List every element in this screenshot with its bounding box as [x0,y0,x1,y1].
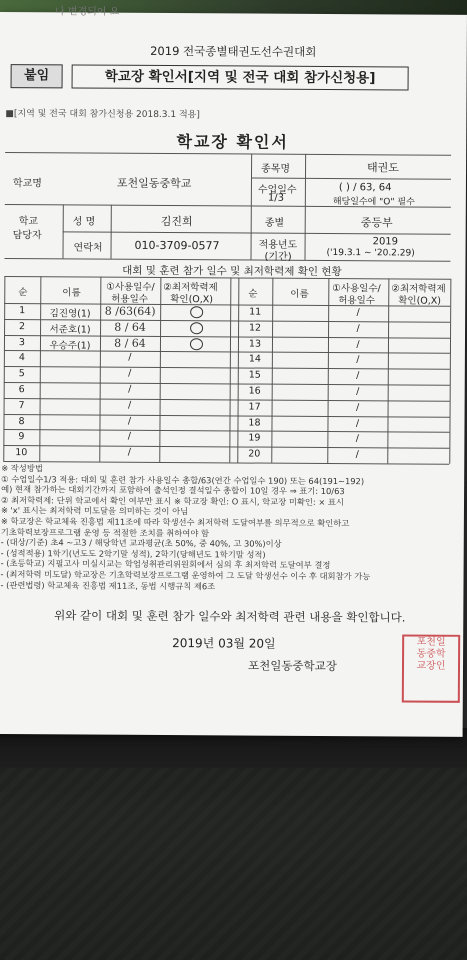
writing-instructions [0,463,457,593]
header-name: 이름 [62,287,81,299]
attendance-label-1: 수업일수 [257,184,297,196]
header-no-right: 순 [248,288,258,300]
row-days-used: / [127,431,132,443]
row-days-used: / [356,338,360,350]
row-days-used: / [355,449,359,461]
instruction-line: - (성적적용) 1학기(년도도 2학기말 성적), 2학기(당해년도 1학기말 성적) [0,547,266,560]
instruction-line: ※ 작성방법 [1,463,43,474]
row-number: 1 [19,305,26,317]
row-number: 6 [18,384,25,396]
event-title: 2019 전국종별태권도선수권대회 [150,43,317,59]
row-athlete-name: 김진영(1) [49,308,91,320]
attendance-note: 해당일수에 "O" 필수 [332,197,415,208]
row-number: 8 [18,415,25,427]
row-days-used: / [128,383,132,395]
contact-value: 010-3709-0577 [134,238,220,253]
row-number: 4 [18,352,25,364]
academic-check-mark [190,338,203,350]
instruction-line: 기초학력보장프로그램 운영 등 적절한 조치를 취하여야 함 [0,526,210,538]
main-heading: 학교장 확인서 [176,132,289,152]
instruction-line: ① 수업일수1/3 적용: 대회 및 훈련 참가 사용일수 총합/63(연간 수업일수 190) 또는 64(191~192) [1,473,365,486]
top-note: 나 변경되어 요 [54,6,120,18]
header-days-2: 허용일수 [111,293,148,305]
seal-text: 교장인 [416,660,446,672]
instruction-line: 예) 현재 참가하는 대회기간까지 포함하여 출석인정 결석일수 총합이 10일 경우 ⇒ 표기: 10/63 [1,484,345,497]
row-number: 20 [248,448,261,460]
row-number: 3 [18,336,26,348]
header-academic-1: ②최저학력제 [163,282,218,294]
instruction-line: ※ 학교장은 학교체육 진흥법 제11조에 따라 학생선수 최저학력 도달여부를 의무적으로 확인하고 [0,515,350,529]
period-value: ('19.3.1 ~ '20.2.29) [326,247,415,259]
row-number: 17 [248,401,261,413]
instruction-line: - (대상/기준) 초4 ~고3 / 해당학년 교과평균(초 50%, 중 40%, 고 30%)이상 [0,537,282,549]
row-days-used: / [128,352,132,364]
row-athlete-name: 우승주(1) [49,339,91,352]
row-days-used: / [355,401,360,413]
header-days-1: ①사용일수/ [106,281,155,293]
row-days-used: / [355,433,360,445]
contact-label: 연락처 [73,242,103,254]
year-label-2: (기간) [264,251,292,263]
school-info-table [0,152,451,261]
issue-date: 2019년 03월 20일 [172,636,276,651]
participation-grid [0,276,458,465]
school-label: 학교명 [12,178,42,190]
row-days-used: / [127,446,131,458]
manager-label-1: 학교 [18,216,39,228]
header-academic-right-2: 확인(O,X) [398,295,442,307]
document-title: 학교장 확인서[지역 및 전국 대회 참가신청용] [72,64,409,90]
row-number: 18 [248,417,261,429]
instruction-line: - (초등학교) 지필고사 미실시교는 학업성취관리위원회에서 심의 후 최저학력 도달여부 결정 [0,558,331,571]
row-days-used: 8 / 64 [114,336,146,350]
header-no: 순 [18,287,28,299]
row-number: 7 [18,399,25,411]
row-days-used: / [356,354,360,366]
row-days-used: 8 /63(64) [104,304,156,318]
header-days-right-1: ①사용일수/ [332,283,381,295]
row-number: 9 [18,431,25,443]
instruction-line: - (관련법령) 학교체육 진흥법 제11조, 동법 시행규칙 제6조 [0,579,216,591]
row-number: 16 [248,385,261,397]
manager-label-2: 담당자 [12,230,42,242]
status-heading: 대회 및 훈련 참가 일수 및 최저학력제 확인 현황 [122,264,342,279]
name-label: 성 명 [72,216,96,228]
row-number: 19 [248,432,261,444]
event-label: 종목명 [261,163,291,175]
confirmation-statement: 위와 같이 대회 및 훈련 참가 일수와 최저학력 관련 내용을 확인합니다. [54,608,406,625]
header-academic-2: 확인(O,X) [170,294,214,306]
category-label: 종별 [264,217,285,229]
year-value: 2019 [372,236,399,248]
row-number: 14 [248,353,261,365]
attendance-value: ( ) / 63, 64 [338,182,392,194]
academic-check-mark [190,306,203,318]
background-fabric [0,728,467,960]
row-days-used: / [127,415,132,427]
document-page [0,6,467,737]
row-days-used: / [356,307,360,319]
row-days-used: 8 / 64 [114,320,146,334]
category-value: 중등부 [360,216,393,230]
school-seal [402,634,460,702]
instruction-line: - (최저학력 미도달) 학교장은 기초학력보장프로그램 운영하여 그 도달 학생선수 이수 후 대회참가 가능 [0,568,371,582]
row-number: 10 [15,447,28,459]
row-number: 5 [18,368,25,380]
academic-check-mark [190,322,203,334]
instruction-line: ② 최저학력제: 단위 학교에서 확인 여부만 표시 ※ 학교장 확인: O 표시, 학교장 미확인: × 표시 [0,494,344,507]
row-athlete-name: 서준호(1) [49,324,91,336]
row-days-used: / [355,417,360,429]
event-value: 태권도 [367,161,399,175]
name-value: 김진희 [160,214,193,229]
row-days-used: / [356,370,360,382]
row-days-used: / [356,386,360,398]
row-number: 2 [19,320,26,332]
apply-note: ■[지역 및 전국 대회 참가신청용 2018.3.1 적용] [5,109,200,121]
row-number: 13 [248,338,262,350]
header-days-right-2: 허용일수 [338,295,375,307]
row-days-used: / [356,322,360,334]
instruction-line: ※ 'x' 표시는 최저학력 미도달을 의미하는 것이 아님 [0,505,189,517]
annex-label: 붙임 [11,64,63,88]
attendance-label-2: 1/3 [267,192,284,204]
row-number: 15 [248,369,261,381]
seal-text: 포천일 [416,636,446,648]
principal-name: 포천일동중학교장 [247,658,337,674]
header-name-right: 이름 [290,288,309,300]
header-academic-right-1: ②최저학력제 [391,283,446,295]
school-value: 포천일동중학교 [116,176,192,191]
row-days-used: / [128,367,132,379]
row-days-used: / [127,399,132,411]
year-label-1: 적용년도 [258,239,298,251]
row-number: 12 [248,322,262,334]
seal-text: 동중학 [416,648,446,660]
row-number: 11 [249,306,262,318]
